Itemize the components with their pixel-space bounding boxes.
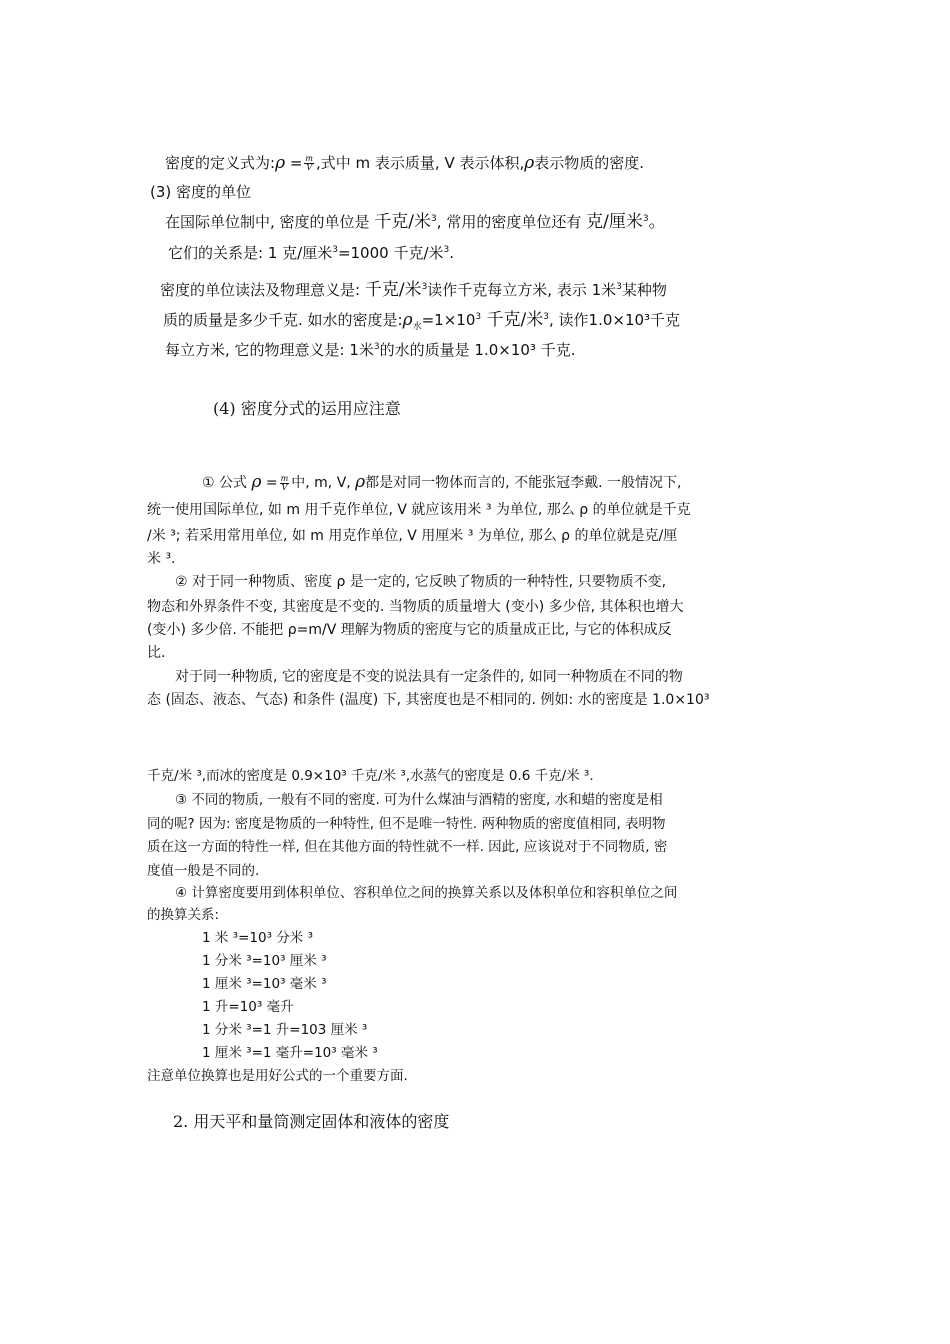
rho-symbol: ρ <box>275 153 286 173</box>
unit-reading-line-2: 质的质量是多少千克. 如水的密度是$:\rho_水=1\times 10^3$ 千克/米$^3$, 读作1.0×10³千克 <box>163 310 681 332</box>
unit-conversion-note: 注意单位换算也是用好公式的一个重要方面. <box>147 1068 408 1084</box>
unit-line: 在国际单位制中, 密度的单位是 千克/米$^3$, 常用的密度单位还有 克/厘米$^3$。 <box>165 212 666 232</box>
unit-relation-line: 它们的关系是: 1 克/厘米$^3$=1000 千克/米$^3$. <box>168 244 455 262</box>
section-heading-measurement: 2. 用天平和量筒测定固体和液体的密度 <box>173 1112 450 1131</box>
conversion-item: 1 厘米 ³=10³ 毫米 ³ <box>202 976 327 992</box>
conversion-item: 1 米 ³=10³ 分米 ³ <box>202 930 313 946</box>
note-1-line-1: ① 公式 ρ = $\frac{m}{V}$ 中, m, V, ρ都是对同一物体而言的, 不能张冠李戴. 一般情况下, <box>202 472 682 492</box>
conversion-item: 1 厘米 ³=1 毫升=10³ 毫米 ³ <box>202 1045 378 1061</box>
note-2-line-4: 比. <box>147 645 166 661</box>
unit-reading-line-1: 密度的单位读法及物理意义是: 千克/米$^3$读作千克每立方米, 表示 1米$^3$某种物 <box>160 280 667 300</box>
note-1-line-3: /米 ³; 若采用常用单位, 如 m 用克作单位, V 用厘米 ³ 为单位, 那么 ρ 的单位就是克/厘 <box>147 528 678 544</box>
note-1-line-2: 统一使用国际单位, 如 m 用千克作单位, V 就应该用米 ³ 为单位, 那么 ρ 的单位就是千克 <box>147 502 691 518</box>
formula-fraction: $\frac{m}{V}$ <box>305 154 314 172</box>
note-2b-line-1: 对于同一种物质, 它的密度是不变的说法具有一定条件的, 如同一种物质在不同的物 <box>175 669 683 685</box>
conversion-item: 1 升=10³ 毫升 <box>202 999 294 1015</box>
conversion-item: 1 分米 ³=10³ 厘米 ³ <box>202 953 327 969</box>
note-2-line-2: 物态和外界条件不变, 其密度是不变的. 当物质的质量增大 (变小) 多少倍, 其体积也增大 <box>147 599 684 615</box>
note-2-line-3: (变小) 多少倍. 不能把 ρ=m/V 理解为物质的密度与它的质量成正比, 与它的体积成反 <box>147 622 672 638</box>
density-definition-line: 密度的定义式为:ρ = $\frac{m}{V}$ ,式中 m 表示质量, V 表示体积,ρ表示物质的密度. <box>165 153 645 173</box>
note-2b-line-2: 态 (固态、液态、气态) 和条件 (温度) 下, 其密度也是不相同的. 例如: 水的密度是 1.0×10³ <box>147 692 710 708</box>
note-3-line-3: 质在这一方面的特性一样, 但在其他方面的特性就不一样. 因此, 应该说对于不同物质, 密 <box>147 839 668 855</box>
note-1-line-4: 米 ³. <box>147 551 176 567</box>
continuation-line: 千克/米 ³,而冰的密度是 0.9×10³ 千克/米 ³,水蒸气的密度是 0.6 千克/米 ³. <box>147 768 594 784</box>
note-4-line-2: 的换算关系: <box>147 907 220 923</box>
note-2-line-1: ② 对于同一种物质、密度 ρ 是一定的, 它反映了物质的一种特性, 只要物质不变, <box>175 574 667 590</box>
conversion-item: 1 分米 ³=1 升=103 厘米 ³ <box>202 1022 368 1038</box>
note-3-line-4: 度值一般是不同的. <box>147 863 260 879</box>
section-heading-units: (3) 密度的单位 <box>150 183 252 201</box>
note-3-line-1: ③ 不同的物质, 一般有不同的密度. 可为什么煤油与酒精的密度, 水和蜡的密度是相 <box>175 792 663 808</box>
unit-reading-line-3: 每立方米, 它的物理意义是: 1米$^3$的水的质量是 1.0×10³ 千克. <box>165 341 576 359</box>
note-3-line-2: 同的呢? 因为: 密度是物质的一种特性, 但不是唯一特性. 两种物质的密度值相同, 表明物 <box>147 816 666 832</box>
note-4-line-1: ④ 计算密度要用到体积单位、容积单位之间的换算关系以及体积单位和容积单位之间 <box>175 885 678 901</box>
section-heading-usage-notes: (4) 密度分式的运用应注意 <box>213 399 401 418</box>
